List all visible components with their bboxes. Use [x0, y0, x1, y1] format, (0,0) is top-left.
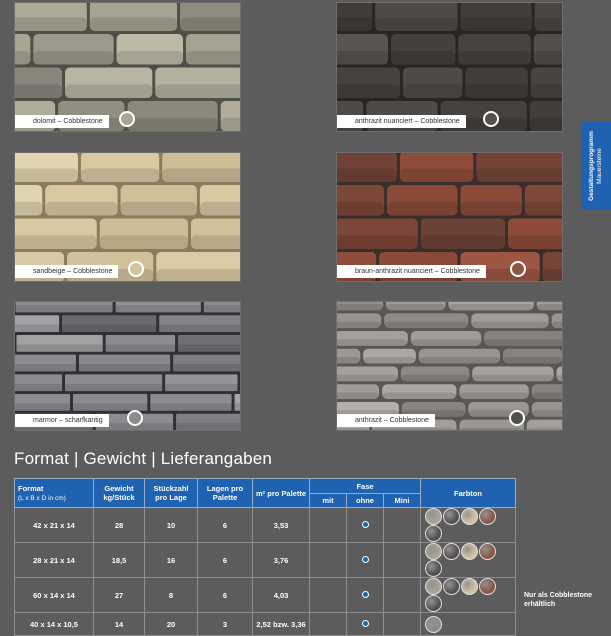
stone-shadow: [387, 202, 457, 216]
cell-fase-ohne: [347, 613, 384, 636]
stone-shadow: [537, 304, 562, 310]
stone-shadow: [401, 375, 469, 381]
stone-shadow: [337, 375, 398, 381]
stone-shadow: [471, 322, 548, 328]
stone-shadow: [472, 375, 553, 381]
cell-fase-mini: [384, 613, 421, 636]
swatch-label: anthrazit – Cobblestone: [337, 414, 435, 427]
table-row: [15, 613, 516, 636]
stone-shadow: [337, 51, 388, 65]
stone-shadow: [382, 392, 456, 398]
stone-shadow: [337, 202, 384, 216]
cell-gewicht: 18,5: [94, 543, 145, 578]
cell-format: 28 x 21 x 14: [15, 543, 94, 578]
stone-shadow: [178, 344, 240, 351]
stone-shadow: [15, 403, 70, 410]
stone-shadow: [337, 428, 369, 430]
stone-shadow: [62, 325, 156, 332]
stone-shadow: [173, 364, 240, 371]
stone-shadow: [552, 322, 562, 328]
stone-shadow: [421, 235, 505, 249]
cell-farbton: [421, 508, 516, 543]
cell-m2: 2,52 bzw. 3,36: [253, 613, 310, 636]
stone-shadow: [15, 305, 112, 312]
cell-fase-mit: [310, 543, 347, 578]
stone-shadow: [221, 118, 240, 131]
cell-format: 40 x 14 x 10,5: [15, 613, 94, 636]
fase-dot-icon: [362, 556, 369, 563]
stone-shadow: [33, 51, 113, 65]
cell-fase-ohne: [347, 508, 384, 543]
stone-shadow: [525, 202, 562, 216]
stone-shadow: [90, 17, 177, 31]
stone-shadow: [204, 305, 240, 312]
stone-texture-braun-anthrazit: [337, 153, 562, 281]
header-stueckzahl: Stückzahl pro Lage: [145, 479, 198, 508]
stone-shadow: [65, 384, 162, 391]
cell-gewicht: 27: [94, 578, 145, 613]
stone-shadow: [458, 51, 530, 65]
header-m2: m² pro Palette: [253, 479, 310, 508]
cell-stueckzahl: 20: [145, 613, 198, 636]
stone-shadow: [337, 235, 418, 249]
stone-shadow: [165, 384, 237, 391]
stone-shadow: [459, 392, 528, 398]
stone-shadow: [532, 410, 562, 416]
cell-gewicht: 28: [94, 508, 145, 543]
cell-format: 42 x 21 x 14: [15, 508, 94, 543]
stone-shadow: [337, 84, 400, 98]
color-sample-icon: [425, 508, 442, 525]
side-tab-line1: Gestaltungsprogramm: [588, 131, 595, 201]
cell-m2: 3,53: [253, 508, 310, 543]
stone-shadow: [531, 84, 562, 98]
stone-shadow: [476, 168, 562, 182]
stone-shadow: [79, 364, 170, 371]
color-sample-icon: [443, 578, 460, 595]
side-tab-line2: Mauersteine: [596, 148, 603, 184]
stone-shadow: [176, 423, 240, 430]
stone-shadow: [403, 84, 462, 98]
cell-format: 60 x 14 x 14: [15, 578, 94, 613]
header-format-sub: (L x B x D in cm): [18, 494, 66, 502]
stone-shadow: [15, 168, 78, 182]
stone-shadow: [535, 17, 562, 31]
cell-fase-mini: [384, 508, 421, 543]
cell-fase-mit: [310, 613, 347, 636]
stone-shadow: [191, 235, 240, 249]
color-sample-icon: [425, 560, 442, 577]
color-sample-icon: [479, 508, 496, 525]
color-sample-icon: [425, 543, 442, 560]
stone-shadow: [372, 428, 456, 430]
stone-shadow: [532, 392, 562, 398]
stone-shadow: [116, 305, 201, 312]
header-lagen: Lagen pro Palette: [198, 479, 253, 508]
table-row: [15, 543, 516, 578]
color-sample-icon: [461, 578, 478, 595]
cell-lagen: 6: [198, 543, 253, 578]
stone-shadow: [337, 17, 372, 31]
stone-shadow: [400, 168, 473, 182]
header-gewicht: Gewicht kg/Stück: [94, 479, 145, 508]
cell-fase-mini: [384, 578, 421, 613]
stone-shadow: [337, 357, 360, 363]
cell-lagen: 6: [198, 508, 253, 543]
stone-shadow: [459, 428, 523, 430]
color-dot-icon: [119, 111, 135, 127]
table-row: [15, 578, 516, 613]
color-sample-icon: [425, 578, 442, 595]
stone-shadow: [65, 84, 152, 98]
cell-lagen: 3: [198, 613, 253, 636]
fase-dot-icon: [362, 620, 369, 627]
stone-texture-anthrazit-nuanciert: [337, 3, 562, 131]
stone-shadow: [15, 17, 87, 31]
color-sample-icon: [479, 578, 496, 595]
stone-shadow: [15, 202, 42, 216]
header-fase: Fase: [310, 479, 421, 494]
swatch-label: marmor – scharfkantig: [15, 414, 109, 427]
stone-shadow: [121, 202, 197, 216]
swatch-marmor: [14, 301, 241, 431]
swatch-label: dolomit – Cobblestone: [15, 115, 109, 128]
stone-shadow: [162, 168, 240, 182]
stone-shadow: [384, 322, 468, 328]
cell-stueckzahl: 10: [145, 508, 198, 543]
stone-shadow: [128, 118, 218, 131]
header-format: [15, 479, 94, 508]
color-dot-icon: [510, 261, 526, 277]
color-sample-icon: [461, 508, 478, 525]
stone-shadow: [543, 269, 562, 281]
stone-shadow: [484, 339, 562, 345]
cell-m2: 3,76: [253, 543, 310, 578]
cell-m2: 4,03: [253, 578, 310, 613]
color-sample-icon: [461, 543, 478, 560]
stone-shadow: [530, 118, 562, 131]
stone-shadow: [235, 403, 240, 410]
stone-shadow: [337, 339, 408, 345]
stone-shadow: [363, 357, 416, 363]
cell-farbton: [421, 613, 516, 636]
stone-shadow: [375, 17, 457, 31]
stone-shadow: [15, 235, 97, 249]
stone-shadow: [15, 364, 76, 371]
stone-texture-marmor: [15, 302, 240, 430]
color-dot-icon: [127, 410, 143, 426]
header-format-label: Format: [18, 483, 44, 493]
swatch-anthrazit-nuanciert: [336, 2, 563, 132]
stone-shadow: [508, 235, 562, 249]
stone-shadow: [386, 304, 445, 310]
color-sample-icon: [443, 508, 460, 525]
stone-shadow: [16, 344, 102, 351]
swatch-sandbeige: [14, 152, 241, 282]
stone-shadow: [100, 235, 188, 249]
stone-shadow: [15, 51, 30, 65]
color-dot-icon: [128, 261, 144, 277]
stone-shadow: [180, 17, 240, 31]
footnote-line1: Nur als Cobblestone: [524, 592, 593, 599]
section-title: Format | Gewicht | Lieferangaben: [14, 449, 273, 468]
stone-shadow: [527, 428, 562, 430]
cell-lagen: 6: [198, 578, 253, 613]
stone-shadow: [391, 51, 455, 65]
color-sample-icon: [425, 525, 442, 542]
fase-dot-icon: [362, 521, 369, 528]
cell-fase-mini: [384, 543, 421, 578]
stone-texture-sandbeige: [15, 153, 240, 281]
side-tab[interactable]: [581, 122, 611, 210]
stone-shadow: [503, 357, 562, 363]
swatch-label: anthrazit nuanciert – Cobblestone: [337, 115, 466, 128]
color-sample-icon: [479, 543, 496, 560]
stone-shadow: [200, 202, 240, 216]
stone-shadow: [337, 168, 397, 182]
color-sample-icon: [425, 616, 442, 633]
footnote: [524, 591, 592, 609]
swatch-label: sandbeige – Cobblestone: [15, 265, 118, 278]
stone-shadow: [159, 325, 240, 332]
side-tab-text: [588, 131, 604, 201]
cell-stueckzahl: 8: [145, 578, 198, 613]
stone-shadow: [337, 322, 381, 328]
stone-shadow: [81, 168, 159, 182]
color-dot-icon: [483, 111, 499, 127]
cell-farbton: [421, 543, 516, 578]
swatch-anthrazit: [336, 301, 563, 431]
color-sample-icon: [443, 543, 460, 560]
cell-fase-ohne: [347, 543, 384, 578]
stone-shadow: [534, 51, 562, 65]
table-row: [15, 508, 516, 543]
swatch-label: braun-anthrazit nuanciert – Cobblestone: [337, 265, 486, 278]
stone-shadow: [419, 357, 500, 363]
cell-gewicht: 14: [94, 613, 145, 636]
stone-shadow: [155, 84, 240, 98]
swatch-braun-anthrazit: [336, 152, 563, 282]
cell-fase-ohne: [347, 578, 384, 613]
stone-shadow: [460, 17, 531, 31]
fase-dot-icon: [362, 591, 369, 598]
spec-table: [14, 478, 516, 636]
stone-shadow: [186, 51, 240, 65]
stone-texture-anthrazit: [337, 302, 562, 430]
stone-shadow: [106, 344, 175, 351]
stone-shadow: [460, 202, 521, 216]
stone-shadow: [411, 339, 481, 345]
stone-shadow: [150, 403, 231, 410]
cell-fase-mit: [310, 578, 347, 613]
header-farbton: Farbton: [421, 479, 516, 508]
stone-shadow: [337, 304, 383, 310]
footnote-line2: erhältlich: [524, 601, 556, 608]
cell-fase-mit: [310, 508, 347, 543]
header-fase-ohne: ohne: [347, 494, 384, 508]
stone-shadow: [337, 392, 379, 398]
stone-shadow: [449, 304, 534, 310]
stone-shadow: [156, 269, 240, 281]
color-dot-icon: [509, 410, 525, 426]
stone-shadow: [15, 384, 62, 391]
color-sample-icon: [425, 595, 442, 612]
stone-shadow: [15, 84, 62, 98]
header-fase-mit: mit: [310, 494, 347, 508]
stone-shadow: [465, 84, 527, 98]
swatch-dolomit: [14, 2, 241, 132]
cell-stueckzahl: 16: [145, 543, 198, 578]
stone-shadow: [117, 51, 183, 65]
header-fase-mini: Mini: [384, 494, 421, 508]
stone-shadow: [15, 325, 59, 332]
stone-shadow: [45, 202, 117, 216]
cell-farbton: [421, 578, 516, 613]
